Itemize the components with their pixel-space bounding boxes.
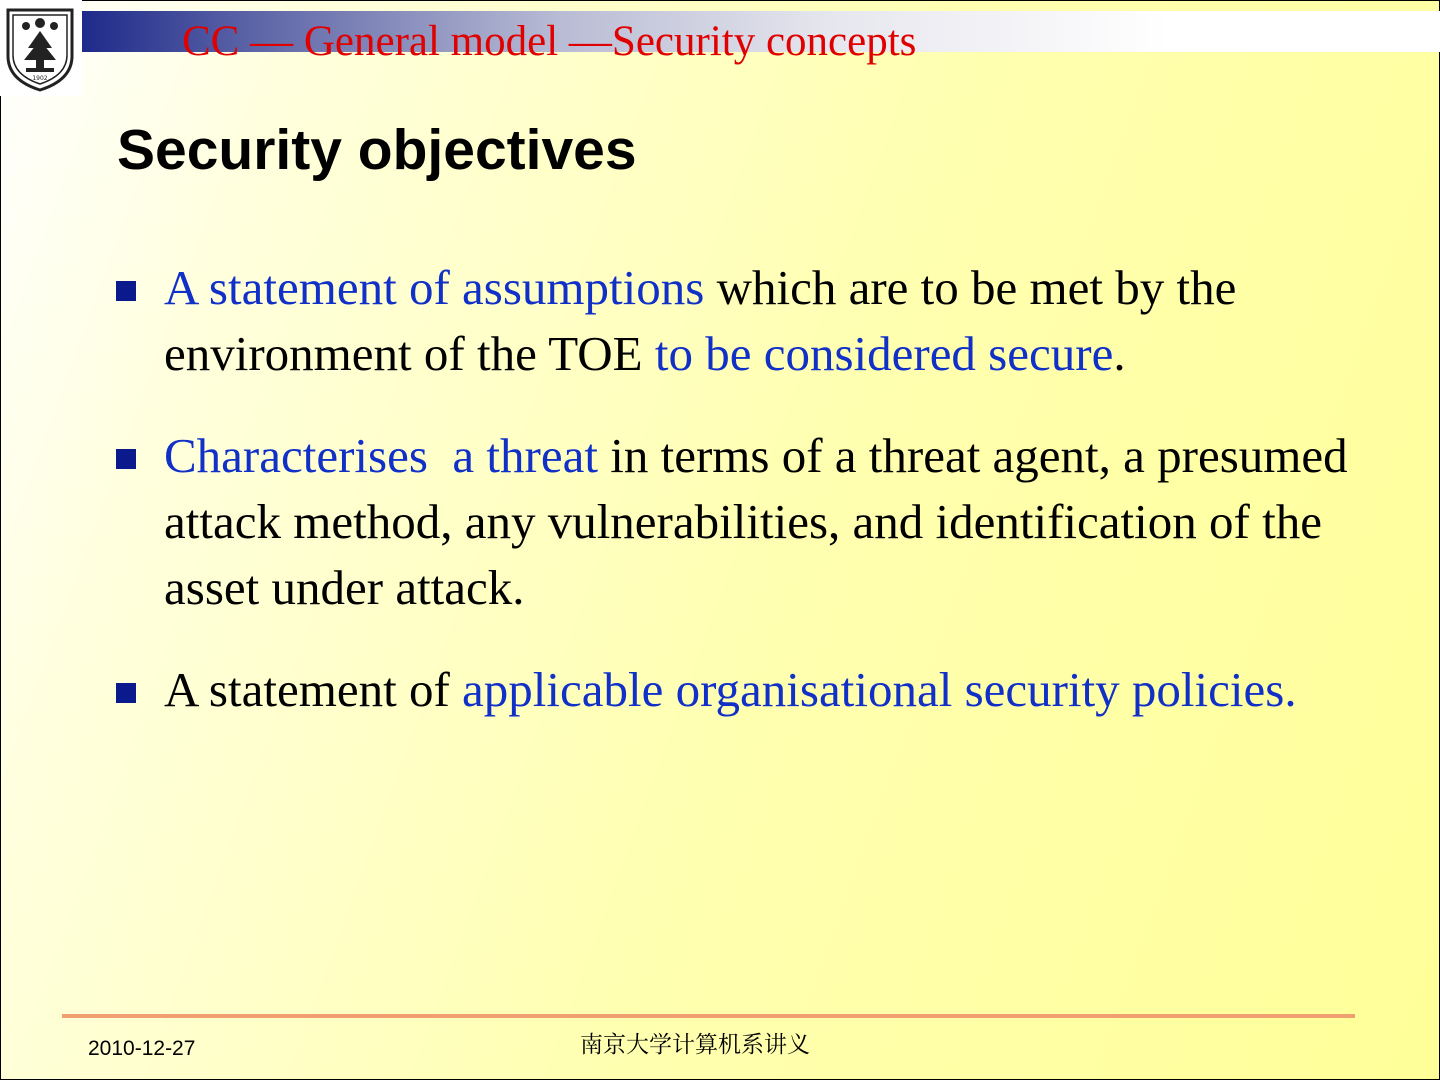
university-seal-icon: [2, 4, 78, 92]
slide-title: Security objectives: [117, 118, 637, 182]
bullet-text: A statement of: [164, 662, 463, 717]
bullet-text-highlight: to be considered secure: [654, 326, 1114, 381]
bullet-text-highlight: A statement of assumptions: [164, 260, 705, 315]
square-bullet-icon: [116, 683, 136, 703]
bullet-item: [114, 423, 1404, 621]
bullet-item: [114, 657, 1404, 723]
footer-rule: [62, 1014, 1355, 1018]
bullet-text: in terms of a threat agent, a presumed attack method, any vulnerabilities, and identification of the asset under attack.: [164, 428, 1348, 615]
bullet-text-highlight: Characterises a threat: [164, 428, 598, 483]
bullet-list: [114, 255, 1404, 759]
footer-course-label: 南京大学计算机系讲义: [580, 1032, 810, 1058]
header-title: CC — General model —Security concepts: [182, 18, 917, 65]
bullet-text-highlight: applicable organisational security policies.: [462, 662, 1297, 717]
bullet-text: .: [1113, 326, 1126, 381]
header-band: [82, 11, 1440, 65]
square-bullet-icon: [116, 449, 136, 469]
square-bullet-icon: [116, 281, 136, 301]
svg-text:1902: 1902: [32, 75, 48, 82]
footer-date: 2010-12-27: [88, 1037, 196, 1060]
bullet-item: [114, 255, 1404, 387]
bullet-text: which are to be met by the environment of the TOE: [164, 260, 1237, 381]
